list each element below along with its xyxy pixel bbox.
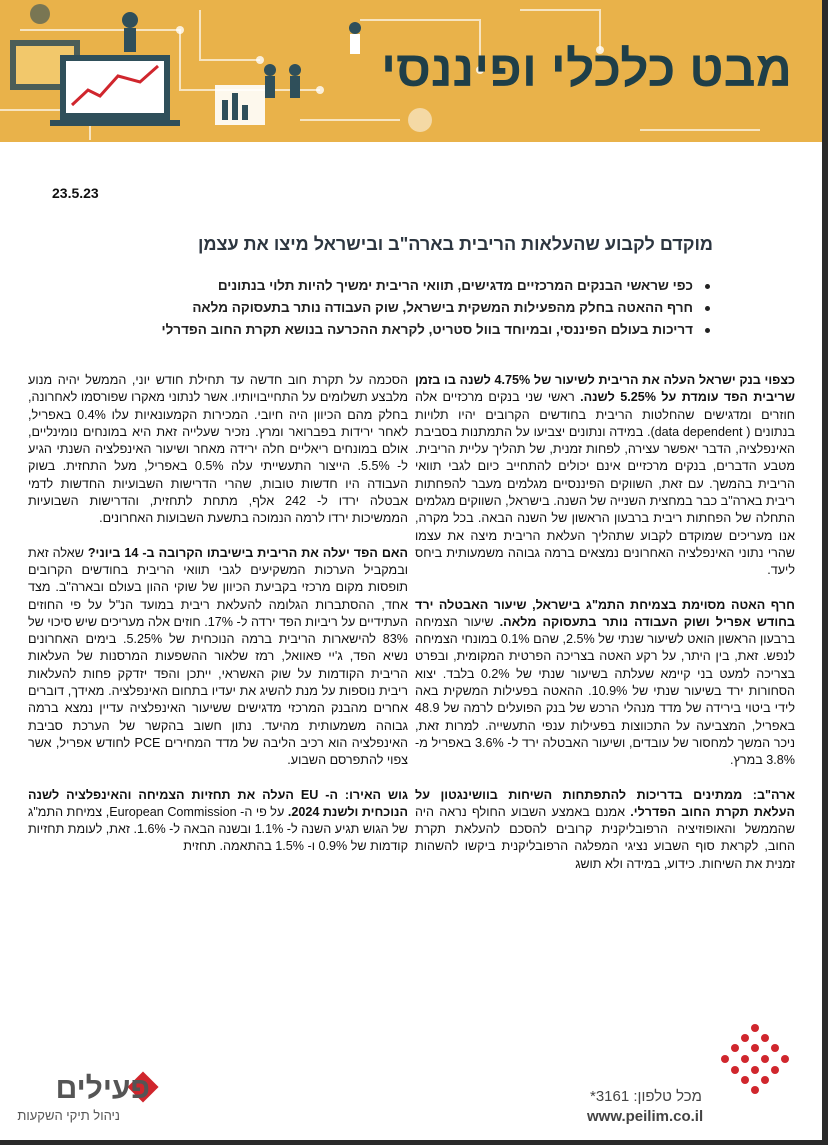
contact-phone: מכל טלפון: 3161* <box>590 1088 702 1105</box>
website-link[interactable]: www.peilim.co.il <box>587 1108 704 1125</box>
summary-bullet: דריכות בעולם הפיננסי, ובמיוחד בוול סטריט, לקראת ההכרעה בנושא תקרת החוב הפדרלי <box>80 319 713 341</box>
paragraph-body: ראשי שני בנקים מרכזיים אלה חוזרים ומדגישים שהחלטות הריבית בחודשים הקרובים יהיו תלויות בנתונים ( data dependent). במידה ונתונים יצביעו על התמתנות בסביבת האינפלציה, הדבר יאפשר עצירה, לפחות זמנית, של תהליך עליית הריבית. מטבע הדברים, בנקים מרכזיים אינם יכולים להתחייב כיום לגבי תוואי הריבית בהמשך. עם זאת, השווקים הפיננסיים מגלמים מעבר להפחתות ריבית בארה"ב כבר במחצית השנייה של השנה. בישראל, השווקים מגלמים התחלה של הפחתות ריבית ברבעון הראשון של השנה הבאה. בכל מקרה, אנו מעריכים שמוקדם לקבוע שתהליך העלאת הריבית מיצה את עצמו שהרי נתוני האינפלציה האחרונים נמצאים ברמה גבוהה משמעותית ביחס ליעד. <box>415 390 795 578</box>
article-column-left <box>28 372 408 873</box>
header-banner <box>0 0 822 142</box>
paragraph-lead: חרף האטה מסוימת בצמיחת התמ"ג בישראל, שיעור האבטלה ירד בחודש אפריל ושוק העבודה נותר בתעסוקה מלאה. <box>415 597 795 629</box>
page-title: מוקדם לקבוע שהעלאות הריבית בארה"ב ובישראל מיצו את עצמן <box>198 234 713 254</box>
paragraph <box>28 372 408 528</box>
paragraph-lead: כצפוי בנק ישראל העלה את הריבית לשיעור של 4.75% לשנה בו בזמן שריבית הפד עומדת על 5.25% לשנה. <box>415 373 796 405</box>
paragraph-lead: ארה"ב: ממתינים בדריכות להתפתחות השיחות בוושינגטון על העלאת תקרת החוב הפדרלי. <box>415 787 796 819</box>
paragraph-lead: האם הפד יעלה את הריבית בישיבתו הקרובה ב- 14 ביוני? <box>87 545 408 560</box>
paragraph-body: שיעור הצמיחה ברבעון הראשון הואט לשיעור שנתי של 2.5%, שהם 0.1% במונחי הצמיחה לנפש. זאת, בין היתר, על רקע האטה בצריכה הפרטית המקומית, ובפרט בצריכה למעט בני קיימא שעלתה בשיעור שנתי של 0.2% בלבד. יצוא הסחורות ירד בשיעור שנתי של 10.9%. ההאטה בפעילות המשקית באה לידי ביטוי בירידה של מדד מנהלי הרכש של בנק הפועלים לרמה של 48.9 באפריל, המצביעה על התכווצות בפעילות ענפי התעשייה. למרות זאת, ניכר המשך למחסור של עובדים, ושיעור האבטלה ירד ל- 3.6% באפריל מ- 3.8% במרץ. <box>415 614 796 768</box>
paragraph <box>415 787 795 873</box>
paragraph-body: הסכמה על תקרת חוב חדשה עד תחילת חודש יוני, הממשל יהיה מנוע מלבצע תשלומים על התחייבויותיו. אשר לנתוני מאקרו שפורסמו לאחרונה, בחלק מהם הכיוון היה חיובי. המכירות הקמעונאיות עלו 0.4% באפריל, לאחר ירידות בפברואר ומרץ. נזכיר שעלייה זאת היא במונחים נומינליים, אולם במונחים ריאליים חלה ירידה מאחר ושיעור האינפלציה השנתי הגיע ל- 5.5%. הייצור התעשייתי עלה 0.5% באפריל, מעל התחזית. בשוק העבודה היו חדשות טובות, שהרי הדרישות השבועיות החדשות לדמי אבטלה ירדו ל- 242 אלף, מתחת לתחזית, והדרישות השבועיות הממשיכות ירדו לרמה הנמוכה בתשעת השבועות האחרונים. <box>28 373 408 526</box>
summary-bullet: כפי שראשי הבנקים המרכזיים מדגישים, תוואי הריבית ימשיך להיות תלוי בנתונים <box>80 275 713 297</box>
brand-dots-icon <box>718 1022 792 1096</box>
page-edge <box>822 0 828 1145</box>
brand-tagline: ניהול תיקי השקעות <box>17 1108 120 1123</box>
summary-bullet: חרף ההאטה בחלק מהפעילות המשקית בישראל, שוק העבודה נותר בתעסוקה מלאה <box>80 297 713 319</box>
brand-name: פעילים <box>55 1072 150 1105</box>
paragraph <box>28 787 408 856</box>
paragraph-body: שאלה זאת ובמקביל הערכות המשקיעים לגבי תוואי הריבית בחודשים הקרובים תופסות מקום מרכזי בקביעת הכיוון של שוקי ההון בעולם ובארה"ב. מצד אחד, ההסתברות הגלומה להעלאת ריבית במועד הנ"ל על פי החוזים העתידיים על ריביות הפד ירדה ל- 17%. חוזים אלה מעריכים שיש סיכוי של 83% להישארות הריבית ברמה הנוכחית של 5.25%. בימים האחרונים נשיא הפד, ג'יי פאוואל, רמז שלאור ההשפעות המרסנות של העלאות הריבית הקודמות על שוק האשראי, ייתכן והפד יזדקק פחות להעלאות ריבית נוספות על מנת להשיג את יעדיו בתחום האינפלציה. מאידך, דוברים אחרים מהבנק המרכזי מדגישים ששיעור האינפלציה עדיין נמצא ברמה גבוהה משמעותית מהיעד. נתון חשוב בהקשר של הערכת סביבת האינפלציה הוא רכיב הליבה של מדד המחירים PCE לחודש אפריל, אשר צפוי להתפרסם השבוע. <box>28 545 409 768</box>
summary-bullets <box>80 275 713 341</box>
paragraph-body: על פי ה- European Commission, צמיחת התמ"ג של הגוש תגיע השנה ל- 1.1% ובשנה הבאה ל- 1.6%. זאת, לעומת תחזיות קודמות של 0.9% ו- 1.5% בהתאמה. תחזית <box>27 804 408 854</box>
paragraph <box>415 372 795 580</box>
article-column-right <box>415 372 795 890</box>
bottom-edge <box>0 1140 822 1145</box>
paragraph-lead: גוש האירו: ה- EU העלה את תחזיות הצמיחה והאינפלציה לשנה הנוכחית ולשנת 2024. <box>28 787 408 819</box>
banner-title: מבט כלכלי ופיננסי <box>381 41 792 97</box>
paragraph <box>28 545 408 770</box>
report-date: 23.5.23 <box>52 185 99 201</box>
paragraph <box>415 597 795 770</box>
paragraph-body: אמנם באמצע השבוע החולף נראה היה שהממשל והאופוזיציה הרפובליקנית קרובים להסכם להעלאת תקרת החוב, לקראת סוף השבוע נציגי המפלגה הרפובליקנית ביקשו להשהות זמנית את השיחות. כידוע, במידה ולא תושג <box>415 804 795 871</box>
